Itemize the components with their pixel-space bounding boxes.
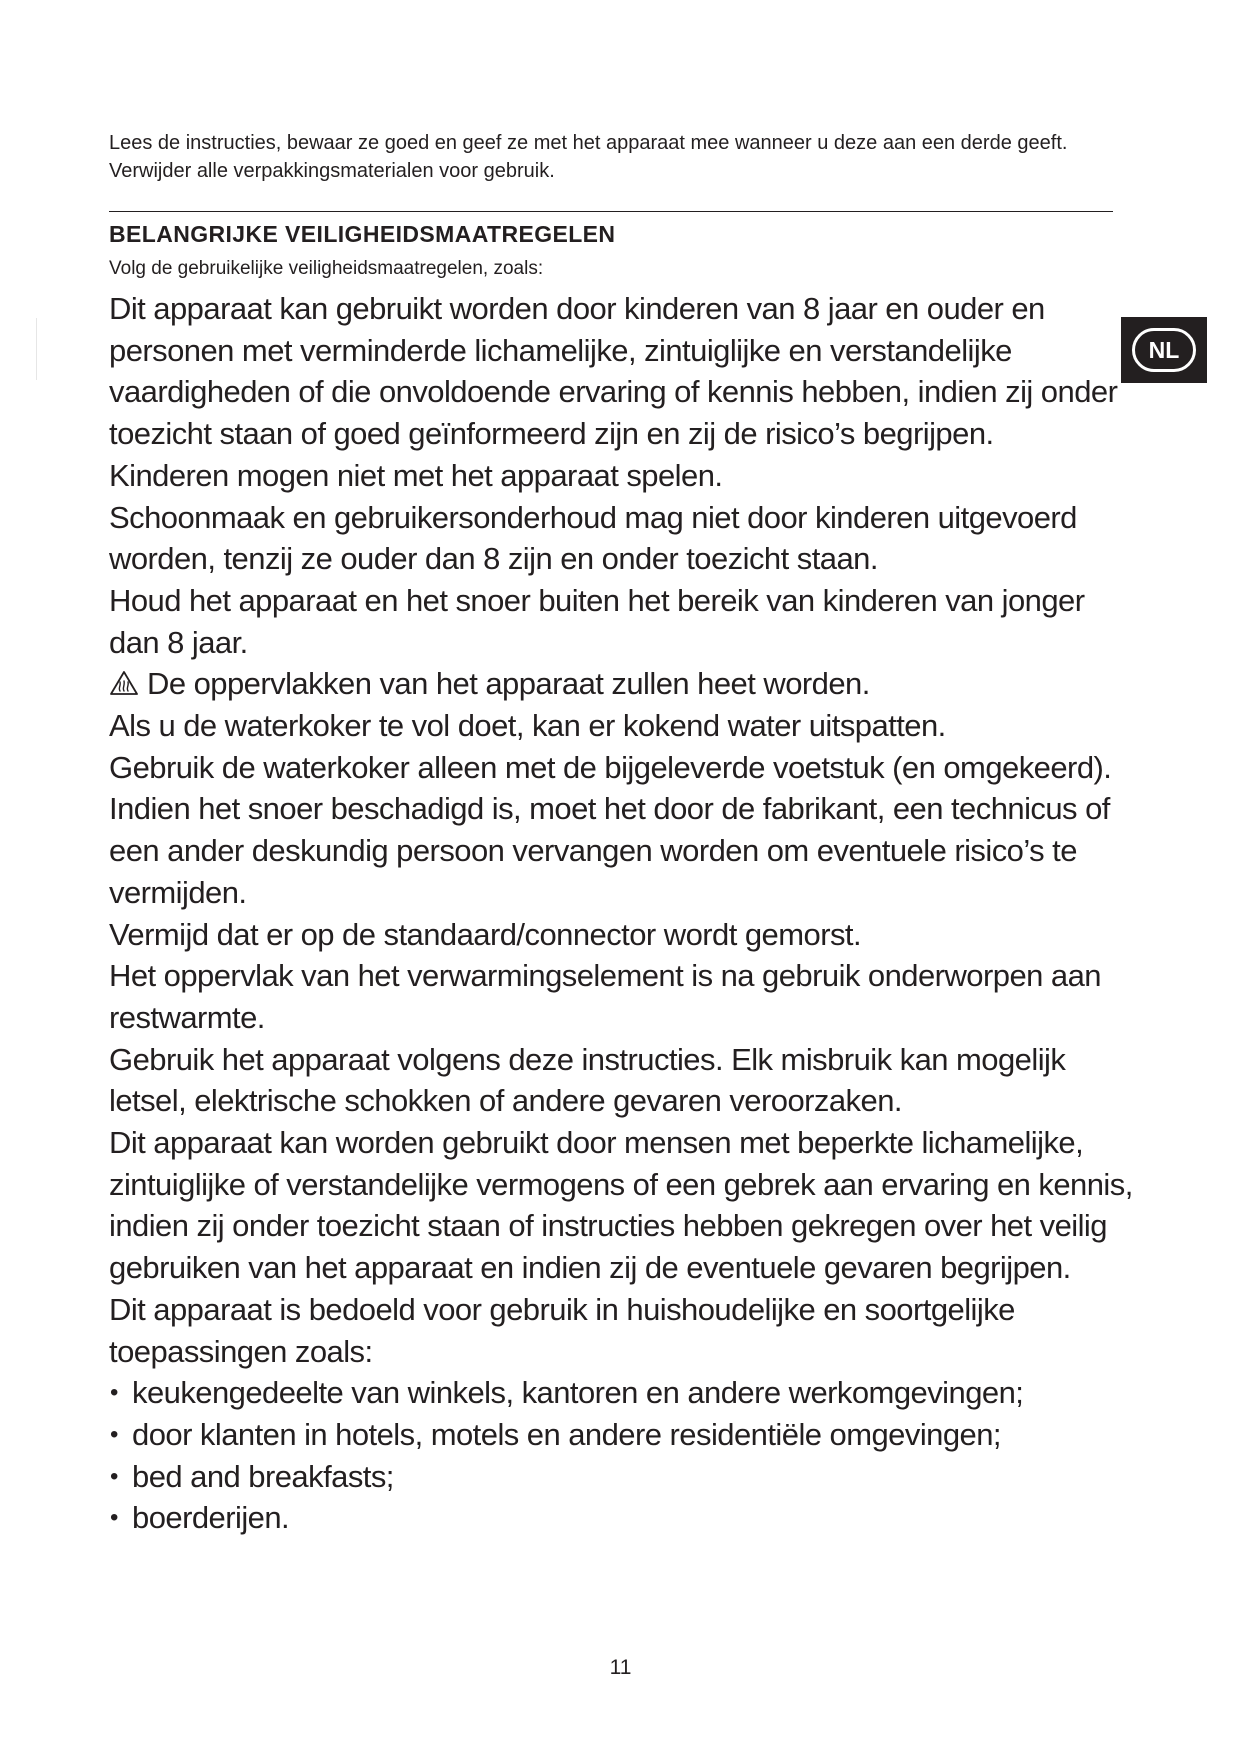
instruction-paragraph: Dit apparaat kan gebruikt worden door kinderen van 8 jaar en ouder en personen met verminderde lichamelijke, zintuiglijke en verstandelijke vaardigheden of die onvoldoende ervaring of kennis hebben, indien zij onder toezicht staan of goed geïnformeerd zijn en zij de risico’s begrijpen. — [109, 291, 1118, 452]
instruction-paragraph: Als u de waterkoker te vol doet, kan er kokend water uitspatten. — [109, 708, 946, 744]
list-item — [109, 1414, 1139, 1456]
list-item — [109, 1456, 1139, 1498]
bullet-marker: • — [110, 1504, 118, 1532]
usage-list — [109, 1372, 1139, 1539]
instruction-paragraph: Indien het snoer beschadigd is, moet het door de fabrikant, een technicus of een ander deskundig persoon vervangen worden om eventuele risico’s te vermijden. — [109, 791, 1110, 910]
instruction-paragraph: Houd het apparaat en het snoer buiten het bereik van kinderen van jonger dan 8 jaar. — [109, 582, 1085, 660]
instruction-paragraph: Vermijd dat er op de standaard/connector wordt gemorst. — [109, 916, 862, 952]
safety-instructions — [109, 288, 1139, 1539]
instruction-paragraph: Dit apparaat is bedoeld voor gebruik in huishoudelijke en soortgelijke toepassingen zoals: — [109, 1291, 1015, 1369]
instruction-paragraph: Het oppervlak van het verwarmingselement is na gebruik onderworpen aan restwarmte. — [109, 958, 1101, 1035]
margin-mark — [36, 318, 37, 380]
list-item-text: door klanten in hotels, motels en andere residentiële omgevingen; — [132, 1416, 1001, 1452]
instruction-paragraph: Dit apparaat kan worden gebruikt door mensen met beperkte lichamelijke, zintuiglijke of verstandelijke vermogens of een gebrek aan ervaring en kennis, indien zij onder toezicht staan of instructies hebben gekregen over het veilig gebruiken van het apparaat en indien zij de eventuele gevaren begrijpen. — [109, 1125, 1133, 1286]
section-heading: BELANGRIJKE VEILIGHEIDSMAATREGELEN — [109, 221, 616, 247]
intro-text: Lees de instructies, bewaar ze goed en geef ze met het apparaat mee wanneer u deze aan een derde geeft. Verwijder alle verpakkingsmaterialen voor gebruik. — [109, 132, 1068, 182]
language-badge: NL — [1132, 328, 1196, 372]
list-item — [109, 1372, 1139, 1414]
list-item-text: keukengedeelte van winkels, kantoren en andere werkomgevingen; — [132, 1375, 1024, 1411]
language-tab — [1121, 317, 1207, 383]
hot-surface-warning-text: De oppervlakken van het apparaat zullen heet worden. — [147, 666, 870, 702]
instruction-paragraph: Gebruik de waterkoker alleen met de bijgeleverde voetstuk (en omgekeerd). — [109, 749, 1112, 785]
instruction-paragraph: Kinderen mogen niet met het apparaat spelen. — [109, 457, 723, 493]
instruction-paragraph: Schoonmaak en gebruikersonderhoud mag niet door kinderen uitgevoerd worden, tenzij ze ouder dan 8 zijn en onder toezicht staan. — [109, 499, 1077, 577]
section-divider — [109, 211, 1113, 212]
list-item-text: bed and breakfasts; — [132, 1458, 394, 1494]
list-item — [109, 1497, 1139, 1539]
hot-surface-warning-icon — [109, 665, 139, 691]
list-item-text: boerderijen. — [132, 1500, 290, 1536]
bullet-marker: • — [110, 1379, 118, 1407]
page-number: 11 — [609, 1656, 632, 1679]
bullet-marker: • — [110, 1462, 118, 1490]
bullet-marker: • — [110, 1420, 118, 1448]
hot-surface-warning — [109, 663, 1139, 705]
section-subheading: Volg de gebruikelijke veiligheidsmaatregelen, zoals: — [109, 258, 544, 279]
instruction-paragraph: Gebruik het apparaat volgens deze instructies. Elk misbruik kan mogelijk letsel, elektrische schokken of andere gevaren veroorzaken. — [109, 1041, 1066, 1119]
